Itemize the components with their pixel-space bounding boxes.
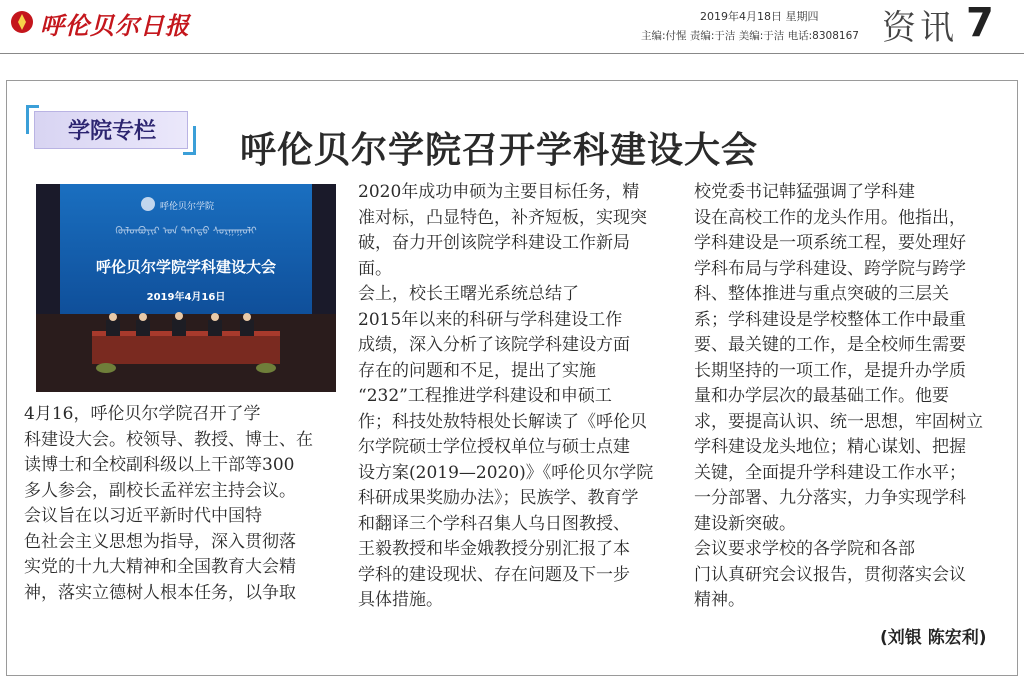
screen-date: 2019年4月16日 <box>146 292 226 303</box>
col3-line: 量和办学层次的最基础工作。他要 <box>694 386 949 406</box>
col2-line: 王毅教授和毕金娥教授分别汇报了本 <box>358 539 630 559</box>
col2-line: 尔学院硕士学位授权单位与硕士点建 <box>358 437 630 457</box>
column-badge-label: 学院专栏 <box>67 118 156 144</box>
col1-line: 实党的十九大精神和全国教育大会精 <box>24 557 296 577</box>
issue-date: 2019年4月18日 <box>700 10 782 23</box>
col3-line: 一分部署、九分落实，力争实现学科 <box>694 488 966 508</box>
col2-line: “232”工程推进学科建设和申硕工 <box>358 386 612 406</box>
col1-line: 科建设大会。校领导、教授、博士、在 <box>24 429 313 450</box>
col3-line: 会议要求学校的各学院和各部 <box>694 539 915 559</box>
col2-line: 面。 <box>358 258 392 279</box>
newspaper-name: 呼伦贝尔日报 <box>40 12 190 40</box>
col2-line: 2015年以来的科研与学科建设工作 <box>358 309 623 330</box>
col1-line: 色社会主义思想为指导，深入贯彻落 <box>24 531 296 552</box>
mongolian-script-line: ᠬᠥᠯᠦᠨᠪᠤᠶᠢᠷ ᠤᠨ ᠳᠡᠭᠡᠳᠦ ᠰᠤᠷᠭᠠᠭᠤᠯᠢ <box>115 226 257 237</box>
section-name: 资讯 <box>882 8 958 48</box>
col2-line: 会上，校长王曙光系统总结了 <box>358 284 579 304</box>
col3-line: 学科建设龙头地位；精心谋划、把握 <box>694 437 966 457</box>
col1-line: 多人参会，副校长孟祥宏主持会议。 <box>24 480 296 501</box>
badge-bracket-right <box>183 126 196 155</box>
col3-line: 系；学科建设是学校整体工作中最重 <box>694 309 966 330</box>
col3-line: 关键，全面提升学科建设工作水平； <box>694 462 966 483</box>
article-column-3 <box>694 180 1004 614</box>
screen-title: 呼伦贝尔学院学科建设大会 <box>95 258 277 276</box>
article-headline: 呼伦贝尔学院召开学科建设大会 <box>240 129 759 171</box>
page-number: 7 <box>966 0 994 46</box>
conference-photo <box>36 184 336 392</box>
col3-line: 门认真研究会议报告，贯彻落实会议 <box>694 564 966 585</box>
col2-line: 2020年成功申硕为主要目标任务，精 <box>358 182 640 202</box>
column-badge <box>26 105 196 155</box>
col2-line: 破，奋力开创该院学科建设工作新局 <box>358 233 630 253</box>
col3-line: 精神。 <box>694 590 745 610</box>
col2-line: 科研成果奖励办法》；民族学、教育学 <box>358 488 639 508</box>
article-column-2 <box>358 180 660 614</box>
masthead <box>0 0 1024 56</box>
col3-line: 要、最关键的工作，是全校师生需要 <box>694 335 966 355</box>
col3-line: 学科建设是一项系统工程，要处理好 <box>694 233 966 253</box>
col2-line: 具体措施。 <box>358 590 443 610</box>
col3-line: 建设新突破。 <box>694 513 796 534</box>
conference-photo-image <box>36 184 336 392</box>
col3-line: 校党委书记韩猛强调了学科建 <box>694 182 915 202</box>
col1-line: 神，落实立德树人根本任务，以争取 <box>24 582 296 603</box>
col3-line: 学科布局与学科建设、跨学院与跨学 <box>694 258 966 279</box>
col2-line: 存在的问题和不足，提出了实施 <box>358 360 596 381</box>
col1-line: 4月16，呼伦贝尔学院召开了学 <box>24 404 261 424</box>
col3-line: 设在高校工作的龙头作用。他指出， <box>694 207 966 228</box>
screen-logo-text: 呼伦贝尔学院 <box>160 202 215 212</box>
masthead-divider <box>0 53 1024 54</box>
dateline <box>700 8 819 24</box>
col3-line: 求，要提高认识、统一思想，牢固树立 <box>694 411 983 432</box>
col2-line: 作；科技处敖特根处长解读了《呼伦贝 <box>358 411 647 432</box>
col2-line: 和翻译三个学科召集人乌日图教授、 <box>358 513 630 534</box>
col2-line: 成绩，深入分析了该院学科建设方面 <box>358 335 630 355</box>
article-byline: (刘银 陈宏利) <box>880 628 987 648</box>
article-column-1 <box>24 402 322 606</box>
col3-line: 长期坚持的一项工作，是提升办学质 <box>694 360 966 381</box>
issue-weekday: 星期四 <box>785 10 819 23</box>
col2-line: 学科的建设现状、存在问题及下一步 <box>358 564 630 585</box>
editor-credits: 主编:付惺 责编:于洁 美编:于洁 电话:8308167 <box>641 30 859 42</box>
col2-line: 准对标，凸显特色，补齐短板，实现突 <box>358 207 647 228</box>
col1-line: 读博士和全校副科级以上干部等300 <box>24 455 295 475</box>
newspaper-logo-icon <box>10 10 34 34</box>
col3-line: 科、整体推进与重点突破的三层关 <box>694 284 949 304</box>
badge-plate <box>34 111 188 149</box>
col1-line: 会议旨在以习近平新时代中国特 <box>24 506 262 526</box>
col2-line: 设方案(2019—2020)》《呼伦贝尔学院 <box>358 462 654 483</box>
